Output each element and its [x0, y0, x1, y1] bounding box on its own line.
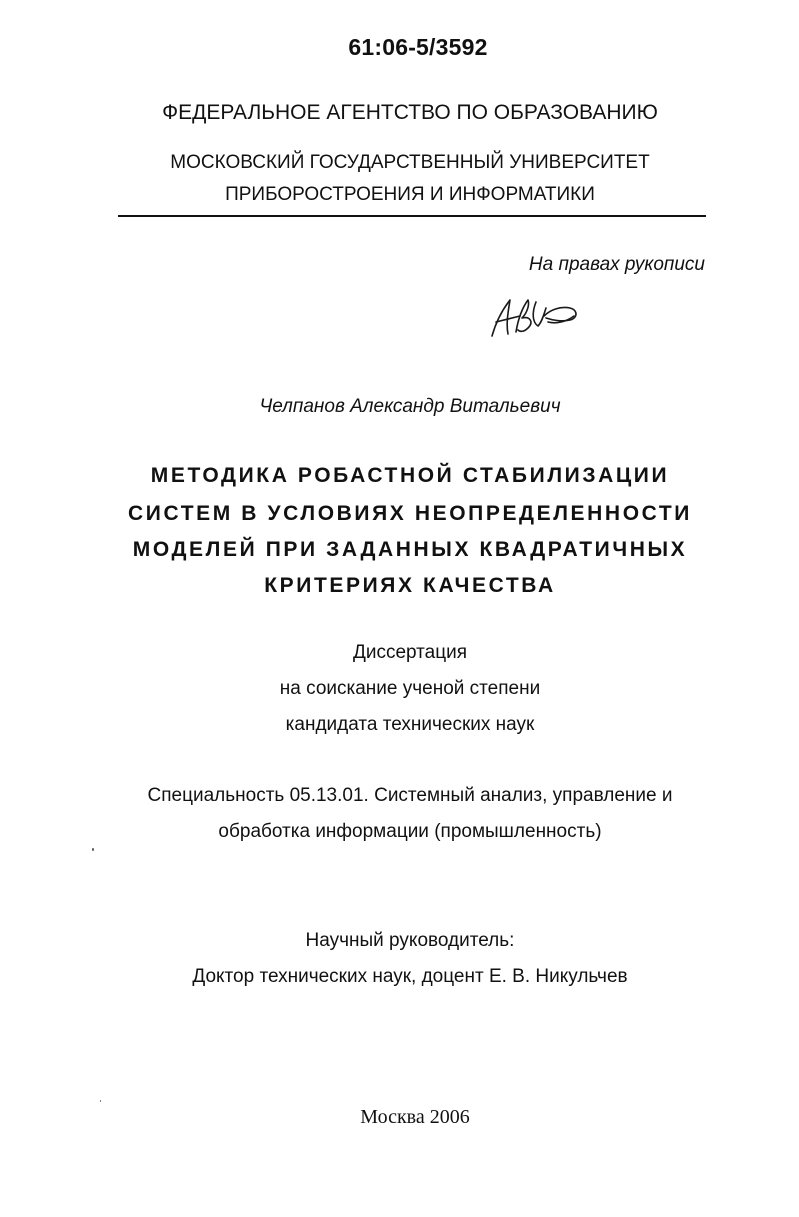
dissertation-title-line-2: СИСТЕМ В УСЛОВИЯХ НЕОПРЕДЕЛЕННОСТИ — [128, 502, 692, 525]
dissertation-title-line-1: МЕТОДИКА РОБАСТНОЙ СТАБИЛИЗАЦИИ — [150, 464, 670, 487]
dissertation-label: Диссертация — [352, 642, 468, 663]
university-name-line-1: МОСКОВСКИЙ ГОСУДАРСТВЕННЫЙ УНИВЕРСИТЕТ — [170, 152, 650, 173]
dissertation-title-line-4: КРИТЕРИЯХ КАЧЕСТВА — [264, 574, 556, 597]
supervisor-label: Научный руководитель: — [305, 930, 515, 951]
university-name-line-2: ПРИБОРОСТРОЕНИЯ И ИНФОРМАТИКИ — [225, 184, 595, 205]
rights-note: На правах рукописи — [528, 254, 705, 275]
signature-icon — [486, 292, 586, 342]
agency-name: ФЕДЕРАЛЬНОЕ АГЕНТСТВО ПО ОБРАЗОВАНИЮ — [162, 101, 658, 124]
specialty-line-1: Специальность 05.13.01. Системный анализ, управление и — [147, 785, 673, 806]
supervisor-name: Доктор технических наук, доцент Е. В. Никульчев — [192, 966, 628, 987]
degree-line-1: на соискание ученой степени — [279, 678, 541, 699]
header-divider — [118, 215, 706, 217]
dissertation-title-line-3: МОДЕЛЕЙ ПРИ ЗАДАННЫХ КВАДРАТИЧНЫХ — [132, 538, 688, 561]
document-code: 61:06-5/3592 — [348, 34, 488, 60]
degree-line-2: кандидата технических наук — [285, 714, 535, 735]
city-year: Москва 2006 — [360, 1106, 470, 1128]
specialty-line-2: обработка информации (промышленность) — [218, 821, 602, 842]
author-name: Челпанов Александр Витальевич — [259, 396, 561, 417]
scan-speck — [92, 848, 94, 851]
scan-speck — [100, 1100, 101, 1102]
